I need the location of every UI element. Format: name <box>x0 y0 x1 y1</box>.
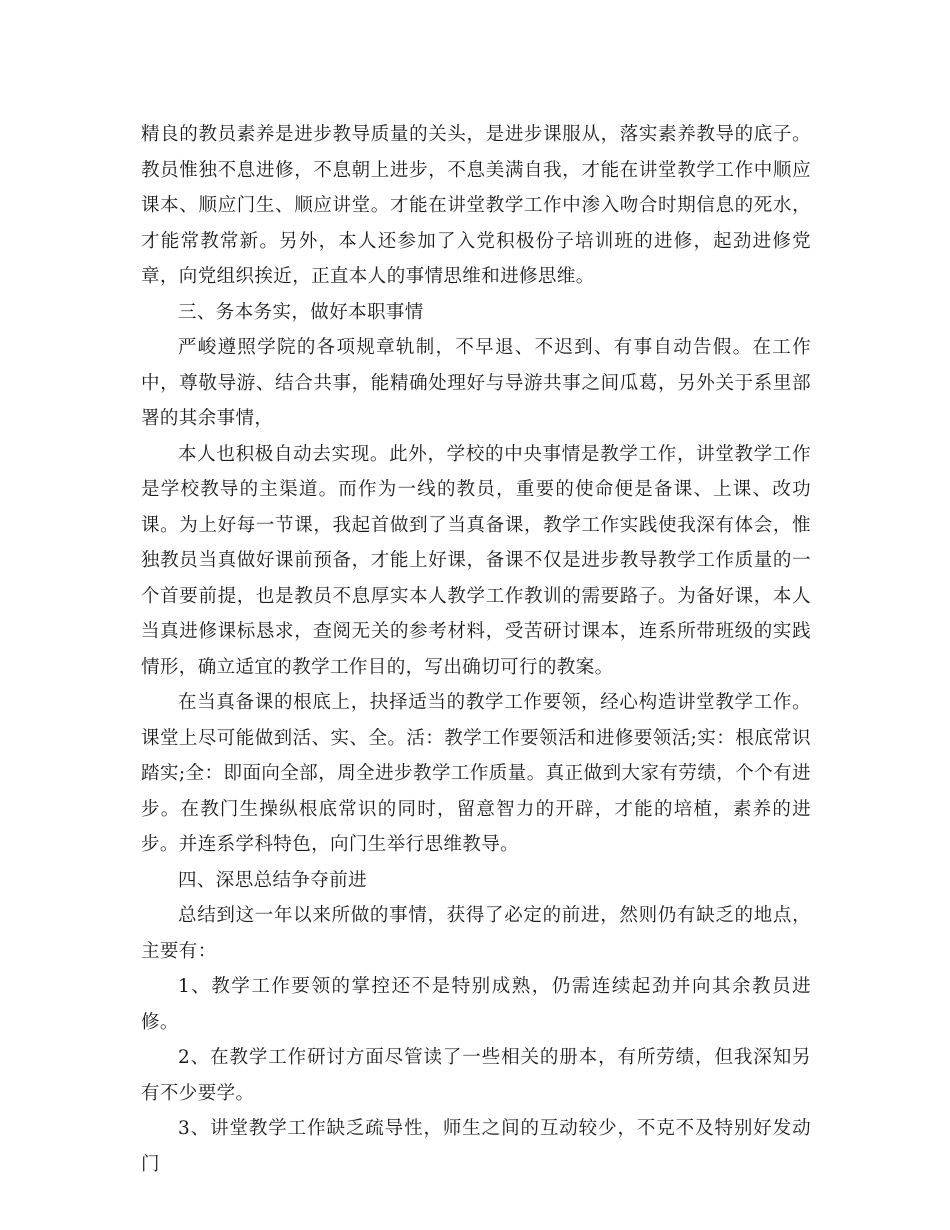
paragraph-lesson-preparation: 本人也积极自动去实现。此外，学校的中央事情是教学工作，讲堂教学工作是学校教导的主渠道。而作为一线的教员，重要的使命便是备课、上课、改功课。为上好每一节课，我起首做到了当真备课，教学工作实践使我深有体会，惟独教员当真做好课前预备，才能上好课，备课不仅是进步教导教学工作质量的一个首要前提，也是教员不息厚实本人教学工作教训的需要路子。为备好课，本人当真进修课标恳求，查阅无关的参考材料，受苦研讨课本，连系所带班级的实践情形，确立适宜的教学工作目的，写出确切可行的教案。 <box>141 443 811 678</box>
paragraph-rules: 严峻遵照学院的各项规章轨制，不早退、不迟到、有事自动告假。在工作中，尊敬导游、结合共事，能精确处理好与导游共事之间瓜葛，另外关于系里部署的其余事情， <box>141 337 811 429</box>
document-body <box>141 117 811 1182</box>
list-item-2: 2、在教学工作研讨方面尽管读了一些相关的册本，有所劳绩，但我深知另有不少要学。 <box>141 1047 811 1104</box>
section-heading-three: 三、务本务实，做好本职事情 <box>178 301 424 323</box>
section-heading-four: 四、深思总结争夺前进 <box>178 869 368 891</box>
list-item-1: 1、教学工作要领的掌控还不是特别成熟，仍需连续起劲并向其余教员进修。 <box>141 976 811 1033</box>
paragraph-teaching-method: 在当真备课的根底上，抉择适当的教学工作要领，经心构造讲堂教学工作。课堂上尽可能做到活、实、全。活：教学工作要领活和进修要领活;实：根底常识踏实;全：即面向全部，周全进步教学工作质量。真正做到大家有劳绩，个个有进步。在教门生操纵根底常识的同时，留意智力的开辟，才能的培植，素养的进步。并连系学科特色，向门生举行思维教导。 <box>141 692 811 855</box>
paragraph-summary: 总结到这一年以来所做的事情，获得了必定的前进，然则仍有缺乏的地点，主要有： <box>141 905 811 962</box>
list-item-3: 3、讲堂教学工作缺乏疏导性，师生之间的互动较少，不克不及特别好发动门 <box>141 1118 811 1175</box>
paragraph-teacher-quality: 精良的教员素养是进步教导质量的关头，是进步课服从，落实素养教导的底子。教员惟独不息进修，不息朝上进步，不息美满自我，才能在讲堂教学工作中顺应课本、顺应门生、顺应讲堂。才能在讲堂教学工作中渗入吻合时期信息的死水，才能常教常新。另外，本人还参加了入党积极份子培训班的进修，起劲进修党章，向党组织挨近，正直本人的事情思维和进修思维。 <box>141 124 811 287</box>
